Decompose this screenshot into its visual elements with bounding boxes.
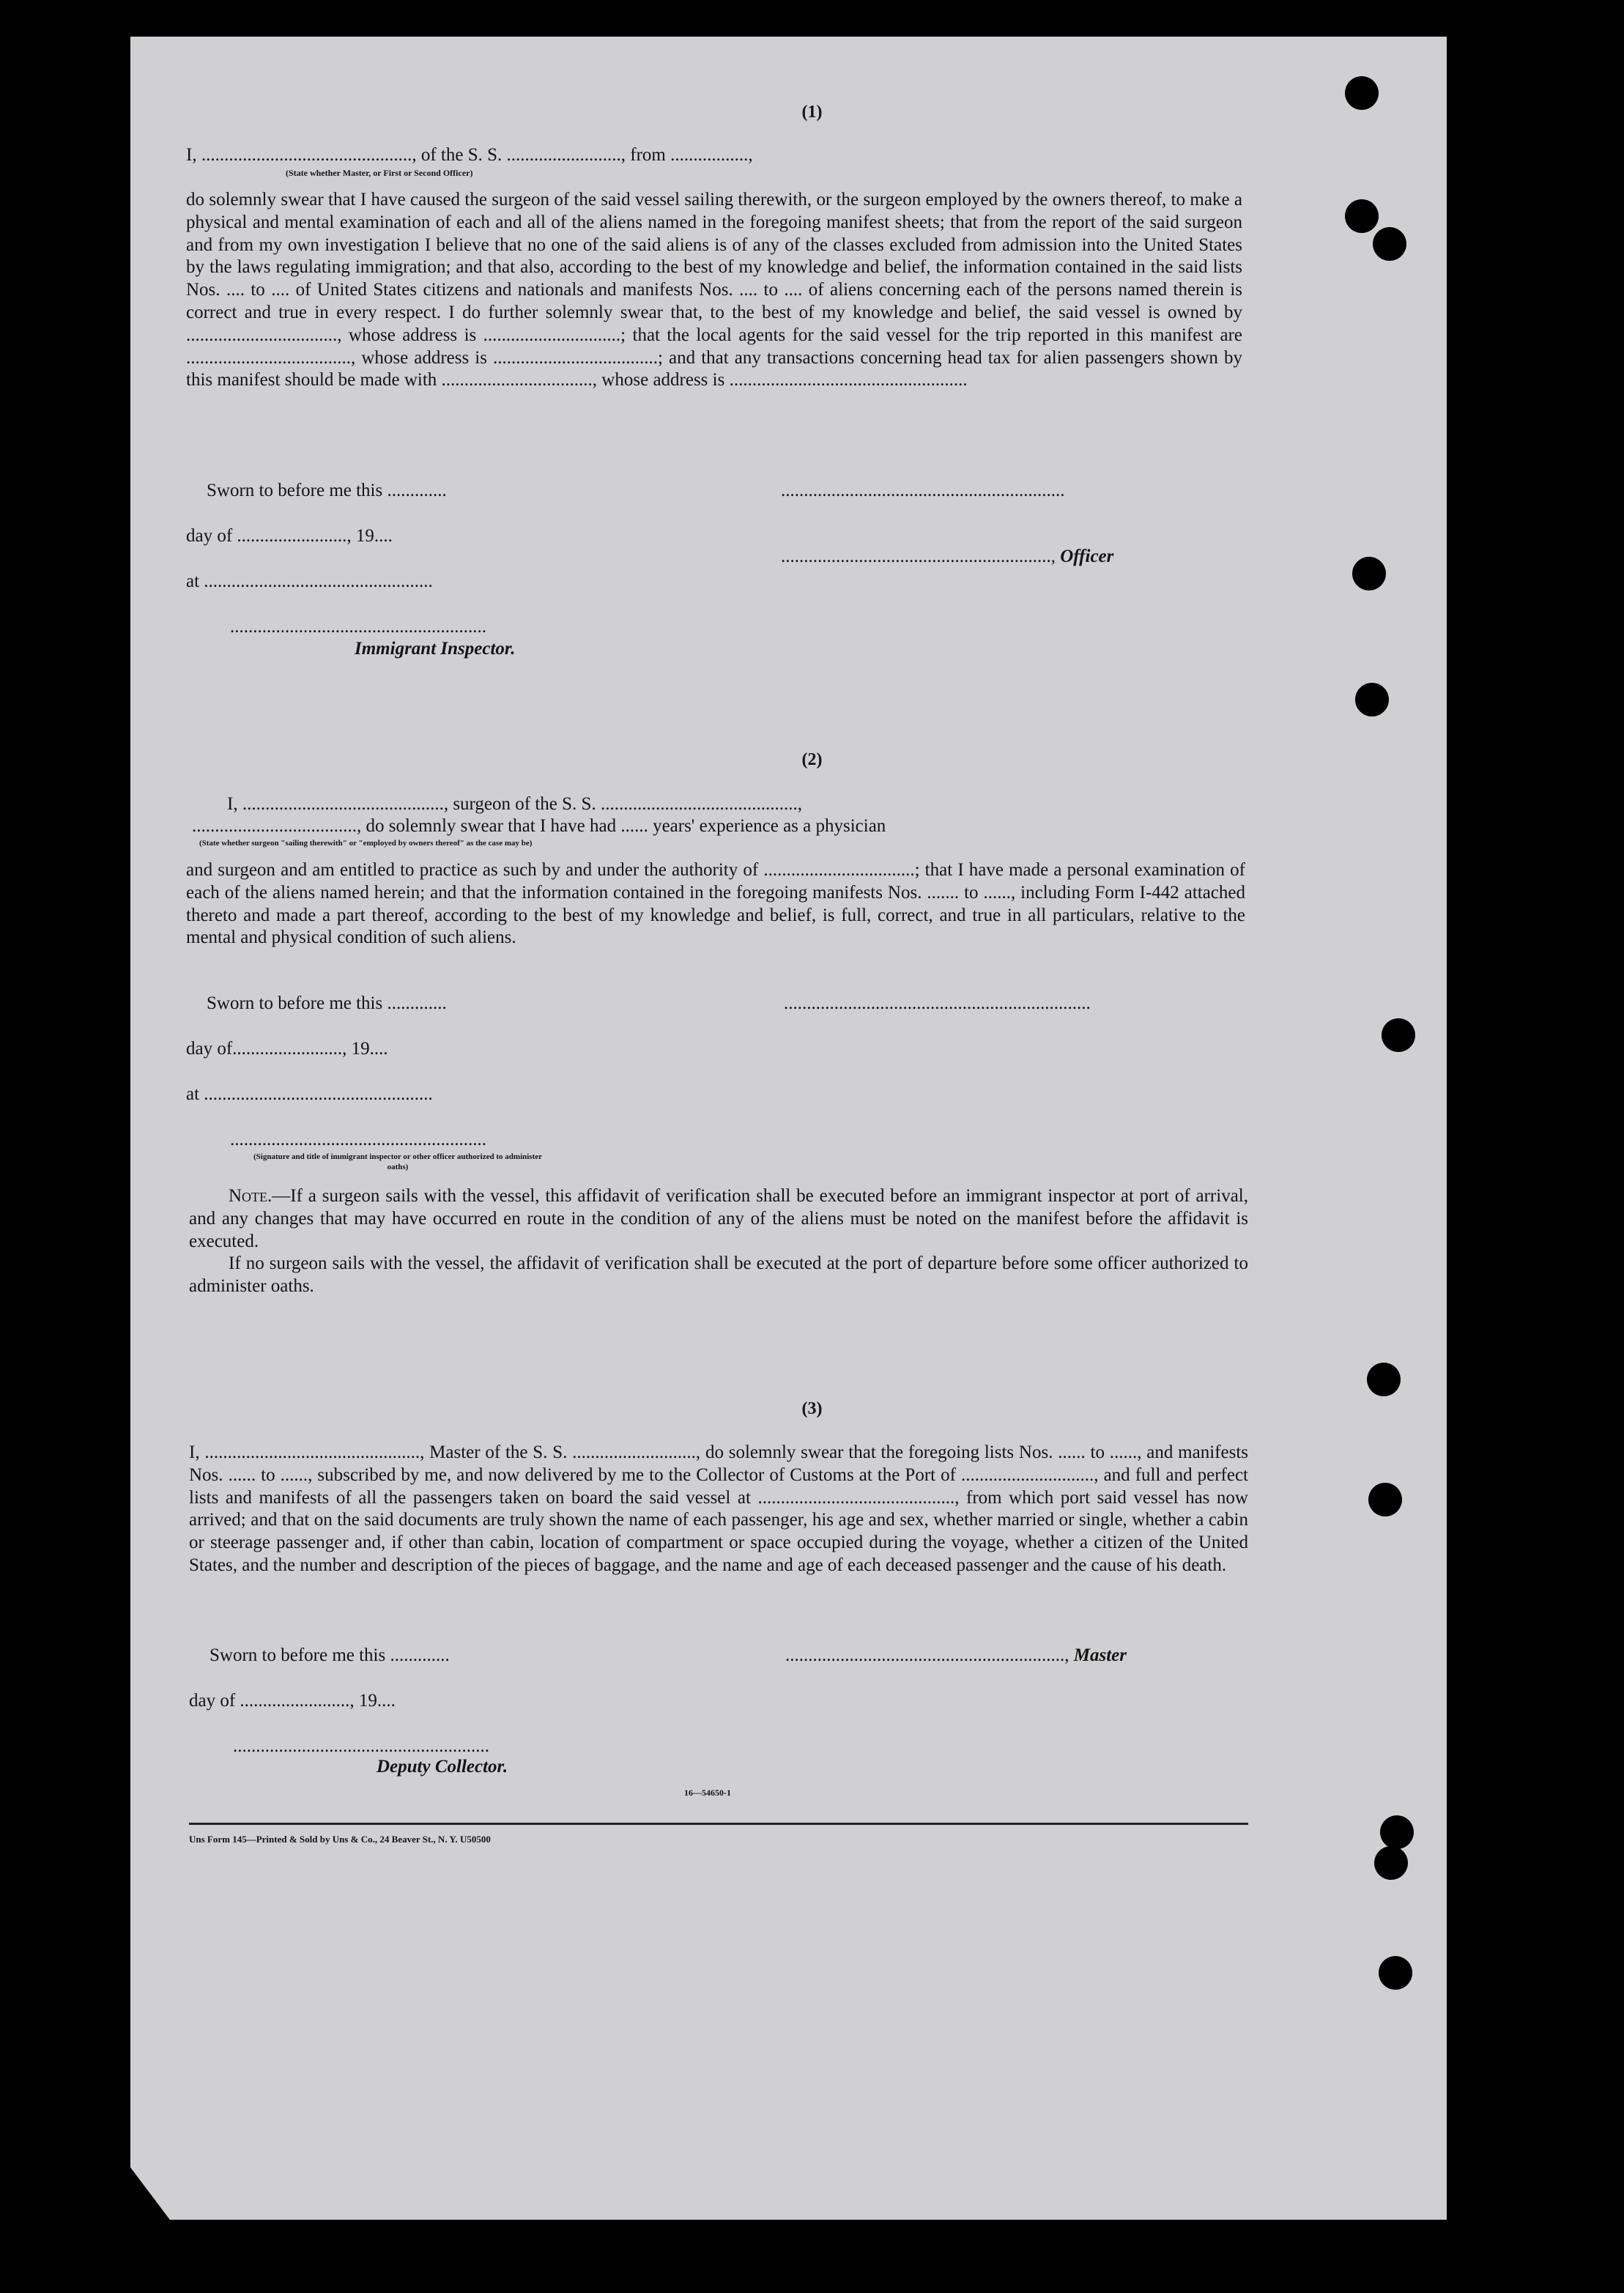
signature-note: (Signature and title of immigrant inspector or other officer authorized to administer oaths) — [253, 1152, 543, 1171]
section-2-sworn-line: Sworn to before me this ............. — [207, 993, 447, 1013]
officer-note: (State whether Master, or First or Second Officer) — [286, 168, 473, 178]
section-1-right-signature-line: .............................................................. — [781, 481, 1065, 500]
binder-hole — [1345, 199, 1379, 233]
section-1-sworn-line: Sworn to before me this ............. — [207, 481, 447, 500]
officer-label: Officer — [1060, 547, 1114, 566]
section-1-officer-line — [781, 547, 1113, 567]
binder-hole — [1352, 557, 1386, 590]
binder-hole — [1379, 1956, 1412, 1990]
note-second-paragraph: If no surgeon sails with the vessel, the affidavit of verification shall be executed at the port of departure before some officer authorized to administer oaths. — [189, 1253, 1248, 1296]
section-1-opening-line: I, .............................................., of the S. S. ........................., from ................., — [186, 145, 753, 165]
immigrant-inspector-label: Immigrant Inspector. — [355, 639, 516, 659]
binder-hole — [1380, 1815, 1414, 1849]
note-text: —If a surgeon sails with the vessel, this affidavit of verification shall be executed before an immigrant inspector at port of arrival, and any changes that may have occurred en route in the condition of any of the aliens must be noted on the manifest before the affidavit is executed. — [189, 1186, 1248, 1251]
section-1-day-line: day of ........................, 19.... — [186, 526, 393, 546]
section-3-number: (3) — [801, 1399, 823, 1418]
section-1-number: (1) — [801, 103, 823, 122]
note-label: Note. — [229, 1186, 272, 1206]
note-paragraph — [189, 1185, 1248, 1253]
section-2-second-line: ...................................., do solemnly swear that I have had ...... years' experience as a physician — [192, 816, 886, 836]
section-3-master-line — [785, 1645, 1127, 1666]
deputy-collector-label: Deputy Collector. — [377, 1757, 508, 1777]
section-1-inspector-signature-line: ........................................................ — [230, 617, 486, 637]
section-3-oath-text: I, ..............................................., Master of the S. S. ..........................., do solemnly swear that the foregoing lists Nos. ...... to ......, and manifests Nos. ...... to ......, subscribed by me, and now delivered by me to the Collector of Customs at the Port of ............................., and full and perfect lists and manifests of all the passengers taken on board the said vessel at ..........................................., from which port said vessel has now arrived; and that on the said documents are truly shown the name of each passenger, his age and sex, whether married or single, whether a cabin or steerage passenger and, if other than cabin, location of compartment or space occupied during the voyage, whether a citizen of the United States, and the number and description of the pieces of baggage, and the name and age of each deceased passenger and the cause of his death. — [189, 1442, 1248, 1575]
section-2-opening-line: I, ............................................, surgeon of the S. S. ..........................................., — [227, 794, 802, 814]
binder-hole — [1382, 1018, 1415, 1052]
master-signature-line: ............................................................., — [785, 1645, 1074, 1665]
officer-signature-line: ..........................................................., — [781, 547, 1061, 566]
section-3-sworn-line: Sworn to before me this ............. — [210, 1645, 450, 1665]
printer-footer: Uns Form 145—Printed & Sold by Uns & Co., 24 Beaver St., N. Y. U50500 — [189, 1834, 491, 1845]
binder-hole — [1368, 1483, 1402, 1516]
section-1-oath-text: do solemnly swear that I have caused the surgeon of the said vessel sailing therewith, or the surgeon employed by the owners thereof, to make a physical and mental examination of each and all of the aliens named in the foregoing manifest sheets; that from the report of the said surgeon and from my own investigation I believe that no one of the said aliens is of any of the classes excluded from admission into the United States by the laws regulating immigration; and that also, according to the best of my knowledge and belief, the information contained in the said lists Nos. .... to .... of United States citizens and nationals and manifests Nos. .... to .... of aliens concerning each of the persons named therein is correct and true in every respect. I do further solemnly swear that, to the best of my knowledge and belief, the said vessel is owned by ................................., whose address is ..............................; that the local agents for the said vessel for the trip reported in this manifest are ...................................., whose address is ....................................; and that any transactions concerning head tax for alien passengers shown by this manifest should be made with ................................., whose address is .................................................... — [186, 190, 1242, 390]
binder-hole — [1374, 1846, 1408, 1880]
binder-hole — [1355, 683, 1389, 716]
binder-hole — [1373, 227, 1406, 261]
surgeon-note: (State whether surgeon "sailing therewith" or "employed by owners thereof" as the case may be) — [199, 839, 533, 848]
section-2-at-line: at .................................................. — [186, 1084, 433, 1104]
form-code: 16—54650-1 — [684, 1788, 731, 1798]
section-1-at-line: at .................................................. — [186, 571, 433, 591]
master-label: Master — [1073, 1645, 1127, 1665]
section-3-collector-signature-line: ........................................................ — [233, 1736, 489, 1756]
section-2-day-line: day of........................, 19.... — [186, 1039, 388, 1059]
section-2-inspector-signature-line: ........................................................ — [230, 1130, 486, 1149]
section-2-number: (2) — [801, 750, 823, 769]
section-2-oath-text: and surgeon and am entitled to practice as such by and under the authority of .................................; that I have made a personal examination of each of the aliens named herein; and that the information contained in the foregoing manifests Nos. ....... to ......, including Form I-442 attached thereto and made a part thereof, according to the best of my knowledge and belief, is full, correct, and true in all particulars, relative to the mental and physical condition of such aliens. — [186, 860, 1245, 948]
section-2-right-signature-line: ................................................................... — [784, 993, 1091, 1013]
binder-hole — [1367, 1363, 1401, 1396]
section-3-day-line: day of ........................, 19.... — [189, 1691, 396, 1711]
footer-divider — [189, 1823, 1248, 1825]
